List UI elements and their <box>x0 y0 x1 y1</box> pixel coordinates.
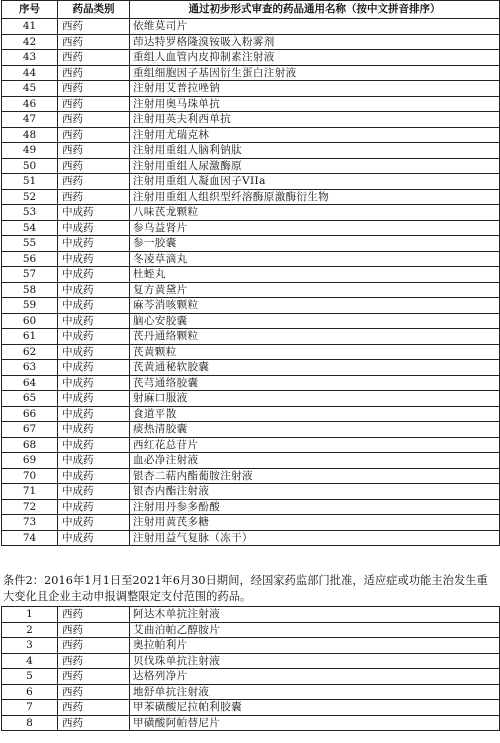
row-category: 西药 <box>58 158 130 174</box>
row-drug-name: 脑心安胶囊 <box>130 313 500 329</box>
row-drug-name: 依维莫司片 <box>130 19 500 35</box>
row-drug-name: 重组细胞因子基因衍生蛋白注射液 <box>130 65 500 81</box>
table-row <box>2 112 500 128</box>
row-drug-name: 艾曲泊帕乙醇胺片 <box>130 622 500 638</box>
row-serial: 56 <box>2 251 58 267</box>
table-row <box>2 65 500 81</box>
row-drug-name: 芪黄通秘软胶囊 <box>130 360 500 376</box>
row-serial: 4 <box>2 653 58 669</box>
header-serial: 序号 <box>2 1 58 19</box>
row-serial: 57 <box>2 267 58 283</box>
row-drug-name: 杜蛭丸 <box>130 267 500 283</box>
row-serial: 67 <box>2 422 58 438</box>
row-drug-name: 冬凌草滴丸 <box>130 251 500 267</box>
row-drug-name: 芪芎通络胶囊 <box>130 375 500 391</box>
condition-2-body <box>2 607 500 731</box>
row-serial: 70 <box>2 468 58 484</box>
row-category: 西药 <box>58 638 130 654</box>
row-category: 西药 <box>58 96 130 112</box>
row-drug-name: 达格列净片 <box>130 669 500 685</box>
table-row <box>2 607 500 623</box>
table-row <box>2 499 500 515</box>
row-category: 中成药 <box>58 515 130 531</box>
row-drug-name: 注射用丹参多酚酸 <box>130 499 500 515</box>
row-category: 西药 <box>58 700 130 716</box>
row-category: 西药 <box>58 50 130 66</box>
table-row <box>2 96 500 112</box>
row-drug-name: 麻芩消咳颗粒 <box>130 298 500 314</box>
row-serial: 43 <box>2 50 58 66</box>
row-serial: 73 <box>2 515 58 531</box>
row-serial: 3 <box>2 638 58 654</box>
table-row <box>2 267 500 283</box>
row-category: 西药 <box>58 653 130 669</box>
row-serial: 71 <box>2 484 58 500</box>
table-row <box>2 453 500 469</box>
table-row <box>2 282 500 298</box>
table-row <box>2 174 500 190</box>
table-row <box>2 484 500 500</box>
table-row <box>2 251 500 267</box>
table-row <box>2 530 500 546</box>
row-category: 西药 <box>58 669 130 685</box>
row-serial: 69 <box>2 453 58 469</box>
table-row <box>2 638 500 654</box>
row-serial: 55 <box>2 236 58 252</box>
table-row <box>2 406 500 422</box>
table-row <box>2 391 500 407</box>
row-serial: 50 <box>2 158 58 174</box>
table-row <box>2 34 500 50</box>
table-row <box>2 515 500 531</box>
row-serial: 63 <box>2 360 58 376</box>
row-serial: 66 <box>2 406 58 422</box>
row-serial: 5 <box>2 669 58 685</box>
row-category: 中成药 <box>58 391 130 407</box>
row-drug-name: 芪黄颗粒 <box>130 344 500 360</box>
row-drug-name: 地舒单抗注射液 <box>130 684 500 700</box>
table-row <box>2 19 500 35</box>
table-row <box>2 143 500 159</box>
row-serial: 7 <box>2 700 58 716</box>
row-serial: 51 <box>2 174 58 190</box>
row-category: 中成药 <box>58 220 130 236</box>
row-drug-name: 注射用英夫利西单抗 <box>130 112 500 128</box>
row-category: 中成药 <box>58 205 130 221</box>
table-row <box>2 468 500 484</box>
row-drug-name: 贝伐珠单抗注射液 <box>130 653 500 669</box>
row-serial: 6 <box>2 684 58 700</box>
row-drug-name: 茚达特罗格隆溴铵吸入粉雾剂 <box>130 34 500 50</box>
table-row <box>2 50 500 66</box>
row-drug-name: 注射用重组人尿激酶原 <box>130 158 500 174</box>
row-serial: 72 <box>2 499 58 515</box>
row-drug-name: 复方黄黛片 <box>130 282 500 298</box>
table-row <box>2 360 500 376</box>
row-serial: 74 <box>2 530 58 546</box>
row-category: 中成药 <box>58 499 130 515</box>
row-serial: 58 <box>2 282 58 298</box>
row-serial: 64 <box>2 375 58 391</box>
row-category: 中成药 <box>58 329 130 345</box>
row-serial: 65 <box>2 391 58 407</box>
row-serial: 8 <box>2 715 58 731</box>
table-row <box>2 437 500 453</box>
row-category: 中成药 <box>58 530 130 546</box>
row-serial: 41 <box>2 19 58 35</box>
row-category: 西药 <box>58 112 130 128</box>
row-serial: 68 <box>2 437 58 453</box>
row-drug-name: 芪丹通络颗粒 <box>130 329 500 345</box>
table-row <box>2 127 500 143</box>
row-category: 中成药 <box>58 453 130 469</box>
row-serial: 61 <box>2 329 58 345</box>
header-drug-name: 通过初步形式审查的药品通用名称（按中文拼音排序） <box>130 1 500 19</box>
row-drug-name: 甲苯磺酸尼拉帕利胶囊 <box>130 700 500 716</box>
row-serial: 46 <box>2 96 58 112</box>
row-serial: 54 <box>2 220 58 236</box>
table-row <box>2 653 500 669</box>
table-row <box>2 715 500 731</box>
table-row <box>2 220 500 236</box>
table-row <box>2 189 500 205</box>
row-category: 中成药 <box>58 282 130 298</box>
row-drug-name: 西红花总苷片 <box>130 437 500 453</box>
row-drug-name: 射麻口服液 <box>130 391 500 407</box>
table-row <box>2 684 500 700</box>
row-drug-name: 痰热清胶囊 <box>130 422 500 438</box>
table-row <box>2 298 500 314</box>
row-category: 中成药 <box>58 406 130 422</box>
condition-2-table <box>1 606 500 731</box>
row-serial: 52 <box>2 189 58 205</box>
row-serial: 2 <box>2 622 58 638</box>
row-drug-name: 注射用重组人组织型纤溶酶原激酶衍生物 <box>130 189 500 205</box>
row-drug-name: 血必净注射液 <box>130 453 500 469</box>
condition-2-text: 条件2：2016年1月1日至2021年6月30日期间，经国家药监部门批准，适应症或功能主治发生重大变化且企业主动申报调整限定支付范围的药品。 <box>3 574 488 603</box>
row-serial: 48 <box>2 127 58 143</box>
drug-list-table <box>1 0 500 546</box>
table-row <box>2 81 500 97</box>
row-drug-name: 重组人血管内皮抑制素注射液 <box>130 50 500 66</box>
row-drug-name: 注射用益气复脉（冻干） <box>130 530 500 546</box>
table-row <box>2 236 500 252</box>
row-category: 中成药 <box>58 375 130 391</box>
row-category: 中成药 <box>58 422 130 438</box>
table-row <box>2 344 500 360</box>
table-row <box>2 313 500 329</box>
row-category: 中成药 <box>58 267 130 283</box>
row-category: 西药 <box>58 174 130 190</box>
row-drug-name: 注射用奥马珠单抗 <box>130 96 500 112</box>
row-serial: 45 <box>2 81 58 97</box>
row-drug-name: 注射用黄芪多糖 <box>130 515 500 531</box>
header-category: 药品类别 <box>58 1 130 19</box>
row-drug-name: 八味芪龙颗粒 <box>130 205 500 221</box>
row-category: 中成药 <box>58 484 130 500</box>
row-category: 西药 <box>58 622 130 638</box>
row-category: 中成药 <box>58 437 130 453</box>
row-category: 西药 <box>58 607 130 623</box>
row-category: 西药 <box>58 143 130 159</box>
row-serial: 60 <box>2 313 58 329</box>
row-category: 西药 <box>58 189 130 205</box>
row-serial: 47 <box>2 112 58 128</box>
table-row <box>2 700 500 716</box>
row-serial: 42 <box>2 34 58 50</box>
row-drug-name: 注射用重组人凝血因子VIIa <box>130 174 500 190</box>
row-drug-name: 甲磺酸阿帕替尼片 <box>130 715 500 731</box>
table-row <box>2 329 500 345</box>
table-row <box>2 622 500 638</box>
row-category: 中成药 <box>58 251 130 267</box>
row-category: 中成药 <box>58 236 130 252</box>
row-serial: 53 <box>2 205 58 221</box>
table-row <box>2 205 500 221</box>
row-serial: 1 <box>2 607 58 623</box>
row-drug-name: 注射用艾普拉唑钠 <box>130 81 500 97</box>
table-row <box>2 375 500 391</box>
row-drug-name: 银杏二萜内酯葡胺注射液 <box>130 468 500 484</box>
drug-list-body <box>2 19 500 546</box>
row-category: 西药 <box>58 715 130 731</box>
table-header-row <box>2 1 500 19</box>
row-category: 西药 <box>58 127 130 143</box>
row-category: 西药 <box>58 65 130 81</box>
row-serial: 59 <box>2 298 58 314</box>
row-drug-name: 参一胶囊 <box>130 236 500 252</box>
row-drug-name: 注射用尤瑞克林 <box>130 127 500 143</box>
row-category: 中成药 <box>58 360 130 376</box>
row-category: 中成药 <box>58 298 130 314</box>
row-category: 西药 <box>58 684 130 700</box>
row-drug-name: 食道平散 <box>130 406 500 422</box>
table-row <box>2 669 500 685</box>
row-category: 西药 <box>58 19 130 35</box>
table-row <box>2 422 500 438</box>
row-category: 西药 <box>58 34 130 50</box>
row-drug-name: 参乌益肾片 <box>130 220 500 236</box>
row-drug-name: 阿达木单抗注射液 <box>130 607 500 623</box>
row-serial: 49 <box>2 143 58 159</box>
row-drug-name: 注射用重组人脑利钠肽 <box>130 143 500 159</box>
row-category: 中成药 <box>58 313 130 329</box>
row-category: 西药 <box>58 81 130 97</box>
row-category: 中成药 <box>58 468 130 484</box>
row-drug-name: 银杏内酯注射液 <box>130 484 500 500</box>
row-drug-name: 奥拉帕利片 <box>130 638 500 654</box>
table-row <box>2 158 500 174</box>
row-serial: 62 <box>2 344 58 360</box>
row-category: 中成药 <box>58 344 130 360</box>
row-serial: 44 <box>2 65 58 81</box>
